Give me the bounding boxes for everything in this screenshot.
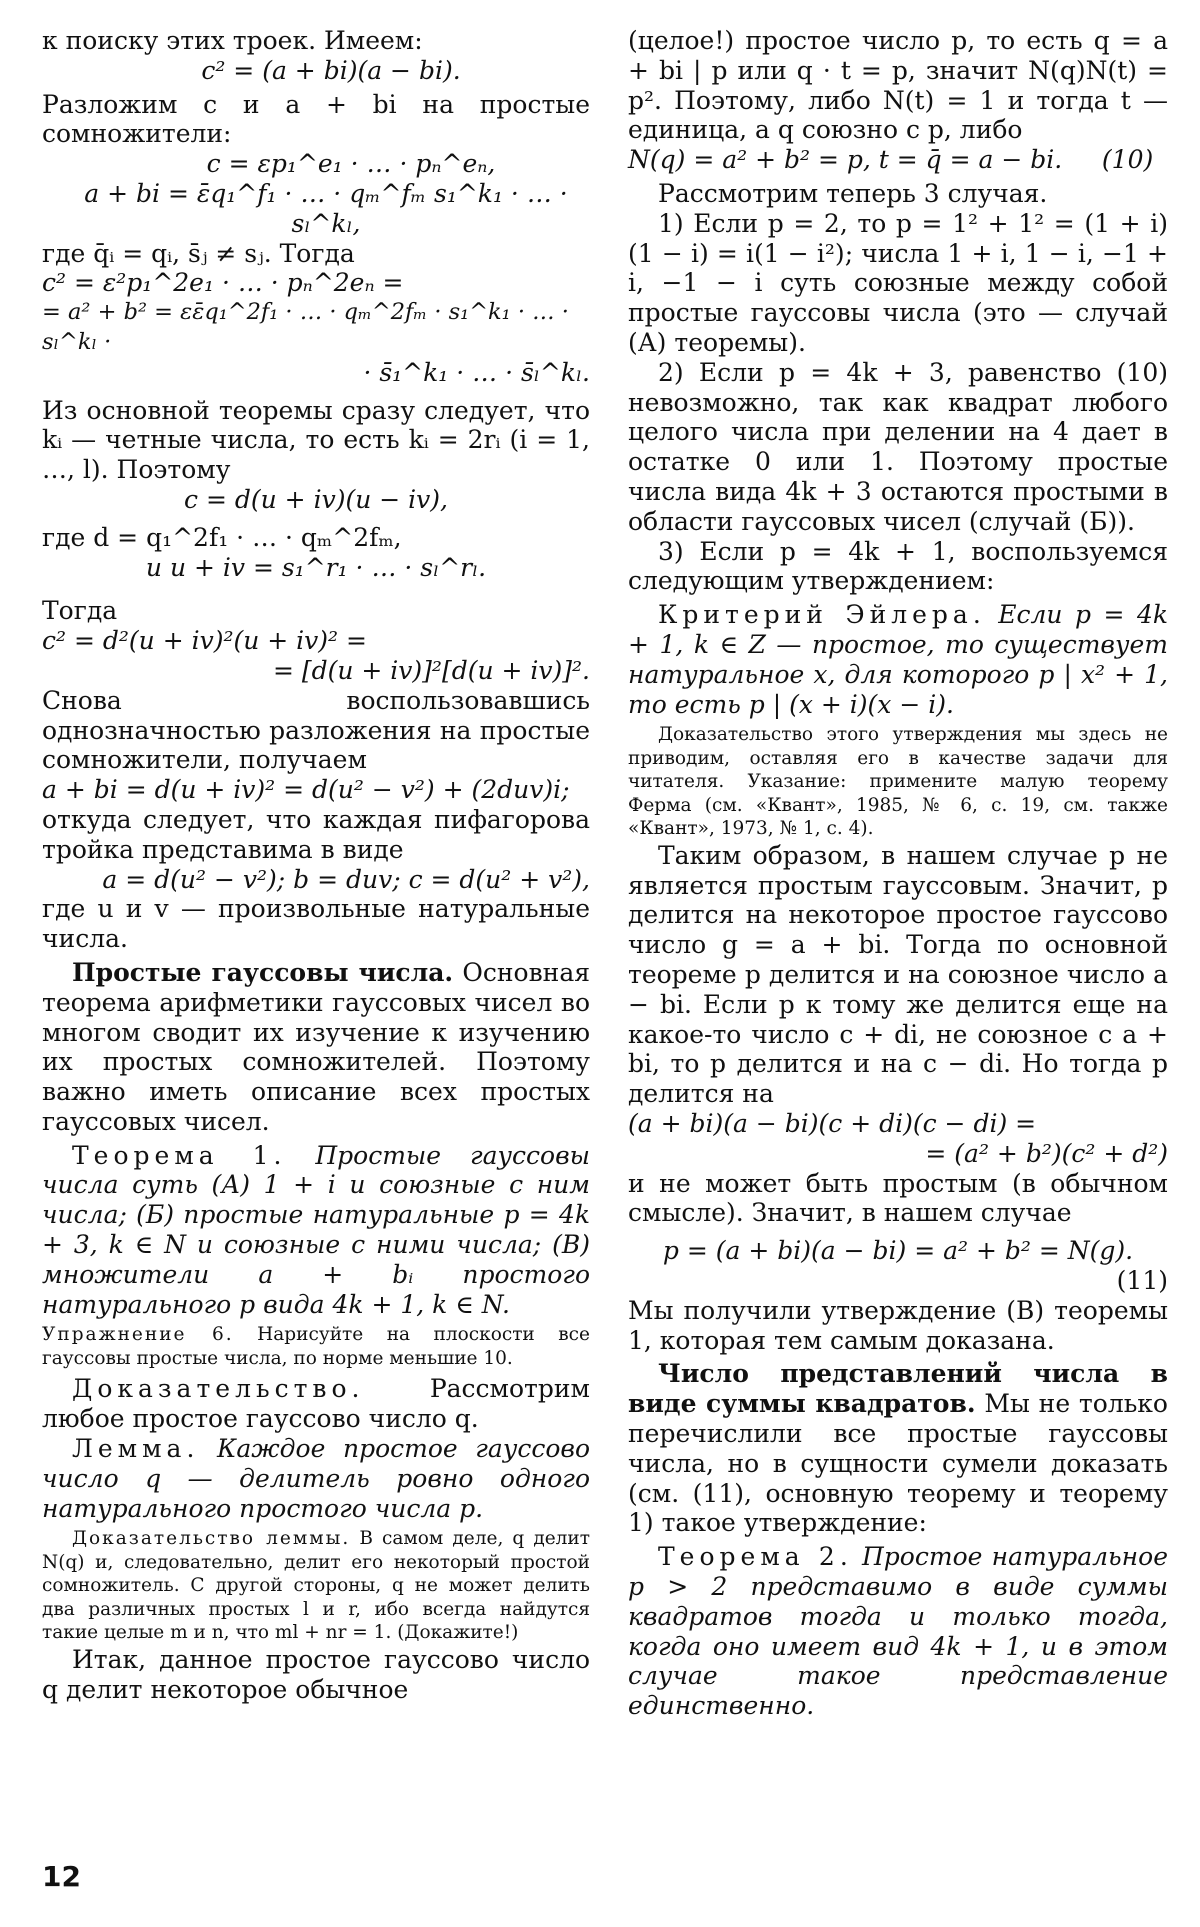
small-note-label: Упражнение 6. (42, 1324, 234, 1346)
equation: c² = ε²p₁^2e₁ · … · pₙ^2eₙ = (42, 268, 404, 298)
equation-number: (11) (1116, 1265, 1168, 1295)
paragraph: Рассмотрим теперь 3 случая. (658, 178, 1048, 208)
equation: = [d(u + iv)]²[d(u + iv)]². (272, 655, 590, 685)
paragraph: (целое!) простое число p, то есть q = a + bi | p или q · t = p, значит N(q)N(t) = p². Поэтому, либо N(t) = 1 и тогда t — единица, а q союзно с p, либо (628, 26, 1168, 145)
paragraph: Таким образом, в нашем случае p не является простым гауссовым. Значит, p делится на некоторое простое гауссово число g = a + bi. Тогда по основной теореме p делится и на союзное число a − bi. Если p к тому же делится еще на какое-то число c + di, не союзное с a + bi, то p делится и на c − di. Но тогда p делится на (628, 840, 1168, 1109)
equation: (a + bi)(a − bi)(c + di)(c − di) = (628, 1109, 1037, 1138)
paragraph (42, 1374, 590, 1434)
equation: c = εp₁^e₁ · … · pₙ^eₙ, (206, 149, 496, 179)
small-note-text: В самом деле, q делит N(q) и, следовательно, делит его некоторый простой сомножитель. С другой стороны, q не может делить два различных простых l и r, ибо всегда найдутся такие целые m и n, что ml + nr = 1. (Докажите!) (42, 1528, 591, 1644)
small-note-text: Нарисуйте на плоскости все гауссовы простые числа, по норме меньшие 10. (42, 1324, 590, 1369)
theorem (42, 1141, 590, 1320)
section-text: Мы не только перечислили все простые гауссовы числа, но в сущности сумели доказать (см. (11), основную теорему и теорему 1) такое утверждение: (628, 1389, 1168, 1538)
theorem-label: Критерий Эйлера. (658, 600, 986, 630)
paragraph: Тогда (42, 596, 118, 626)
equation: и u + iv = s₁^r₁ · … · sₗ^rₗ. (145, 552, 487, 582)
paragraph: 3) Если p = 4k + 1, воспользуемся следующим утверждением: (628, 536, 1168, 596)
paragraph: где u и v — произвольные натуральные числа. (42, 894, 590, 954)
paragraph-text: Рассмотрим любое простое гауссово число q. (42, 1374, 590, 1434)
equation: a + bi = ε̄q₁^f₁ · … · qₘ^fₘ s₁^k₁ · … · sₗ^kₗ, (84, 178, 568, 238)
lemma-text: Каждое простое гауссово число q — делитель ровно одного натурального простого числа p. (42, 1434, 590, 1523)
section-text: Основная теорема арифметики гауссовых чисел во многом сводит их изучение к изучению их простых сомножителей. Поэтому важно иметь описание всех простых гауссовых чисел. (42, 957, 590, 1136)
small-note (42, 1323, 590, 1370)
theorem-text: Простые гауссовы числа суть (А) 1 + i и союзные с ним числа; (Б) простые натуральные p = 4k + 3, k ∈ N и союзные с ними числа; (В) множители a + bᵢ простого натурального p вида 4k + 1, k ∈ N. (42, 1140, 590, 1319)
proof-label: Доказательство. (72, 1374, 365, 1404)
theorem (628, 1542, 1168, 1721)
small-note-label: Доказательство леммы. (72, 1528, 351, 1550)
paragraph: где q̄ᵢ = qᵢ, s̄ⱼ ≠ sⱼ. Тогда (42, 238, 355, 268)
section-paragraph (42, 958, 590, 1137)
equation: a = d(u² − v²); b = duv; c = d(u² + v²), (102, 864, 590, 894)
equation: = a² + b² = εε̄q₁^2f₁ · … · qₘ^2fₘ · s₁^k₁ · … · sₗ^kₗ · (42, 299, 569, 355)
equation: c = d(u + iv)(u − iv), (184, 484, 448, 514)
equation: = (a² + b²)(c² + d²) (925, 1138, 1168, 1168)
equation: p = (a + bi)(a − bi) = a² + b² = N(g). (662, 1236, 1134, 1266)
paragraph: где d = q₁^2f₁ · … · qₘ^2fₘ, (42, 522, 402, 552)
equation: · s̄₁^k₁ · … · s̄ₗ^kₗ. (363, 357, 590, 387)
paragraph: Мы получили утверждение (В) теоремы 1, которая тем самым доказана. (628, 1295, 1168, 1355)
theorem-label: Теорема 2. (658, 1542, 853, 1572)
equation: c² = d²(u + iv)²(u + iv)² = (42, 626, 367, 656)
lemma (42, 1434, 590, 1523)
paragraph: 2) Если p = 4k + 3, равенство (10) невозможно, так как квадрат любого целого числа при делении на 4 дает в остатке 0 или 1. Поэтому простые числа вида 4k + 3 остаются простыми в области гауссовых чисел (случай (Б)). (628, 357, 1168, 536)
paragraph: Снова воспользовавшись однозначностью разложения на простые сомножители, получаем (42, 685, 590, 775)
section-heading: Простые гауссовы числа. (72, 957, 454, 987)
paragraph: Разложим c и a + bi на простые сомножители: (42, 89, 590, 149)
small-note (628, 723, 1168, 841)
paragraph: к поиску этих троек. Имеем: (42, 26, 423, 55)
lemma-label: Лемма. (72, 1434, 200, 1464)
paragraph: и не может быть простым (в обычном смысле). Значит, в нашем случае (628, 1168, 1168, 1228)
equation: c² = (a + bi)(a − bi). (201, 55, 461, 85)
paragraph: Из основной теоремы сразу следует, что kᵢ — четные числа, то есть kᵢ = 2rᵢ (i = 1, …, l). Поэтому (42, 395, 590, 485)
paragraph: откуда следует, что каждая пифагорова тройка представима в виде (42, 804, 590, 864)
section-heading: Число представлений числа в виде суммы квадратов. (628, 1359, 1168, 1419)
paragraph: 1) Если p = 2, то p = 1² + 1² = (1 + i)(1 − i) = i(1 − i²); числа 1 + i, 1 − i, −1 + i, −1 − i суть союзные между собой простые гауссовы числа (это — случай (А) теоремы). (628, 208, 1168, 357)
theorem-text: Простое натуральное p > 2 представимо в виде суммы квадратов тогда и только тогда, когда оно имеет вид 4k + 1, и в этом случае такое представление единственно. (628, 1542, 1168, 1721)
small-note-text: Доказательство этого утверждения мы здесь не приводим, оставляя его в качестве задачи для читателя. Указание: примените малую теорему Ферма (см. «Квант», 1985, № 6, с. 19, см. также «Квант», 1973, № 1, с. 4). (628, 724, 1168, 840)
theorem (628, 600, 1168, 719)
section-paragraph (628, 1359, 1168, 1538)
equation: N(q) = a² + b² = p, t = q̄ = a − bi. (10) (628, 145, 1154, 175)
small-note (42, 1527, 590, 1645)
theorem-label: Теорема 1. (72, 1140, 287, 1170)
theorem-text: Если p = 4k + 1, k ∈ Z — простое, то существует натуральное x, для которого p | x² + 1, то есть p | (x + i)(x − i). (628, 600, 1168, 719)
left-column (42, 26, 590, 1705)
paragraph: Итак, данное простое гауссово число q делит некоторое обычное (42, 1644, 590, 1704)
right-column (628, 26, 1168, 1721)
page-number: 12 (42, 1860, 81, 1893)
equation: a + bi = d(u + iv)² = d(u² − v²) + (2duv)i; (42, 775, 570, 805)
